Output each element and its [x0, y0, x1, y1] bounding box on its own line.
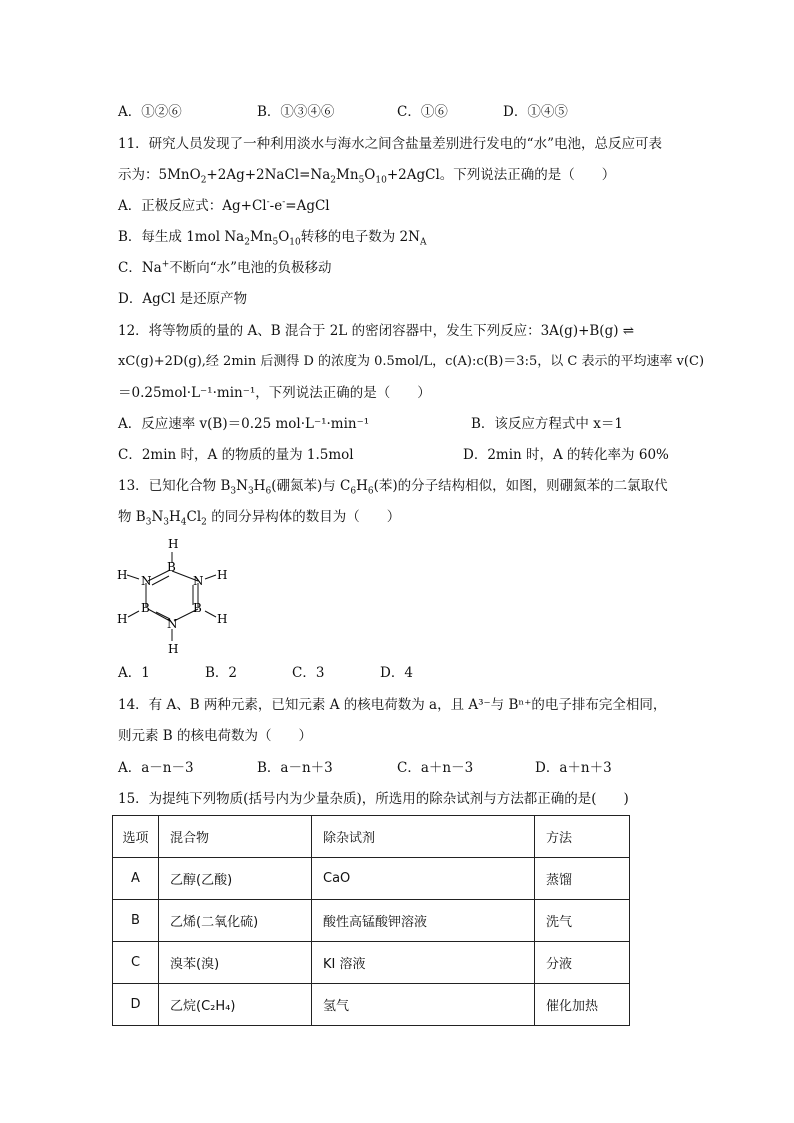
- text: N: [236, 478, 248, 494]
- table-header-row: [113, 816, 630, 858]
- text: (苯)的分子结构相似，如图，则硼氮苯的二氯取代: [373, 478, 668, 494]
- text: N: [151, 509, 164, 525]
- atom-h-right-bottom: H: [217, 612, 228, 626]
- q12-option-c: C．2min 时，A 的物质的量为 1.5mol: [118, 447, 354, 463]
- table-header-cell: 除杂试剂: [312, 816, 535, 858]
- text: 物 B: [118, 509, 146, 525]
- sup: -: [266, 197, 270, 208]
- atom-h-top: H: [168, 537, 179, 551]
- table-header-cell: 方法: [535, 816, 630, 858]
- table-cell: 乙烯(二氧化硫): [159, 900, 312, 942]
- q14-stem-line1: 14．有 A、B 两种元素，已知元素 A 的核电荷数为 a，且 A³⁻与 Bⁿ⁺的电子排布完全相同，: [118, 697, 667, 713]
- q10-option-d: D．①④⑤: [503, 104, 568, 120]
- table-cell: 溴苯(溴): [159, 942, 312, 984]
- atom-n-bottom: N: [167, 617, 178, 631]
- sub: 4: [180, 517, 187, 528]
- table-header-cell: 选项: [113, 816, 159, 858]
- text: C．Na: [118, 260, 162, 276]
- q11-option-d: D．AgCl 是还原产物: [118, 291, 248, 307]
- table-cell: CaO: [312, 858, 535, 900]
- sub: 2: [330, 175, 337, 186]
- text: B．每生成 1mol Na: [118, 229, 245, 245]
- table-cell: 洗气: [535, 900, 630, 942]
- q14-stem-line2: 则元素 B 的核电荷数为（ ）: [118, 728, 313, 744]
- q12-option-b: B．该反应方程式中 x＝1: [471, 416, 623, 432]
- atom-b-left: B: [141, 601, 150, 615]
- text: Mn: [336, 167, 359, 183]
- q11-stem-line1: 11．研究人员发现了一种利用淡水与海水之间含盐量差别进行发电的“水”电池，总反应可表: [118, 136, 662, 152]
- q12-stem-line1: 12．将等物质的量的 A、B 混合于 2L 的密闭容器中，发生下列反应：3A(g)+B(g) ⇌: [118, 323, 635, 339]
- sub: 5: [358, 175, 365, 186]
- text: 13．已知化合物 B: [118, 478, 231, 494]
- table-cell: D: [113, 984, 159, 1026]
- text: +2Ag+2NaCl=Na: [206, 167, 331, 183]
- q12-stem-line2: xC(g)+2D(g),经 2min 后测得 D 的浓度为 0.5mol/L，c(A):c(B)＝3:5，以 C 表示的平均速率 v(C): [118, 354, 705, 369]
- text: 的同分异构体的数目为（ ）: [206, 509, 401, 525]
- table-row: [113, 984, 630, 1026]
- atom-b-right: B: [193, 601, 202, 615]
- table-row: [113, 942, 630, 984]
- sub: 6: [367, 486, 374, 497]
- atom-h-right-top: H: [217, 568, 228, 582]
- text: H: [169, 509, 181, 525]
- q12-option-d: D．2min 时，A 的转化率为 60%: [463, 447, 669, 463]
- sup: -: [282, 197, 286, 208]
- q15-stem: 15．为提纯下列物质(括号内为少量杂质)，所选用的除杂试剂与方法都正确的是( ): [118, 791, 629, 807]
- table-cell: C: [113, 942, 159, 984]
- sub: 5: [272, 237, 279, 248]
- text: +2AgCl。下列说法正确的是（ ）: [386, 167, 616, 183]
- sub: 3: [230, 486, 237, 497]
- q11-stem-line2: [118, 166, 615, 184]
- text: O: [364, 167, 376, 183]
- q13-stem-line2: [118, 508, 400, 526]
- sub: 2: [200, 175, 207, 186]
- text: 示为：5MnO: [118, 167, 201, 183]
- borazine-structure-diagram: [112, 533, 232, 657]
- text: 转移的电子数为 2N: [300, 229, 420, 245]
- table-cell: 分液: [535, 942, 630, 984]
- text: A．正极反应式：Ag+Cl: [118, 198, 267, 214]
- sub: 10: [375, 175, 387, 186]
- sub: 6: [265, 486, 272, 497]
- atom-b-top: B: [167, 560, 176, 574]
- q14-option-b: B．a－n＋3: [257, 760, 333, 776]
- table-cell: A: [113, 858, 159, 900]
- q13-option-a: A．1: [118, 665, 150, 681]
- table-cell: B: [113, 900, 159, 942]
- q14-option-d: D．a＋n＋3: [535, 760, 612, 776]
- text: -e: [269, 198, 283, 214]
- table-cell: KI 溶液: [312, 942, 535, 984]
- table-cell: 乙烷(C₂H₄): [159, 984, 312, 1026]
- q12-option-a: A．反应速率 v(B)＝0.25 mol·L⁻¹·min⁻¹: [118, 416, 370, 432]
- text: (硼氮苯)与 C: [271, 478, 351, 494]
- sub: 10: [289, 237, 301, 248]
- q15-table: [112, 815, 630, 1026]
- sub: 3: [145, 517, 152, 528]
- q11-option-c: [118, 259, 332, 277]
- q13-option-c: C．3: [292, 665, 325, 681]
- q11-option-b: [118, 228, 426, 246]
- table-cell: 催化加热: [535, 984, 630, 1026]
- sub: A: [419, 237, 427, 248]
- sub: 2: [244, 237, 250, 248]
- sub: 6: [350, 486, 357, 497]
- table-row: [113, 858, 630, 900]
- q13-option-d: D．4: [380, 665, 413, 681]
- sup: +: [161, 259, 170, 270]
- text: O: [278, 229, 290, 245]
- q13-stem-line1: [118, 477, 668, 495]
- table-cell: 乙醇(乙酸): [159, 858, 312, 900]
- sub: 3: [163, 517, 169, 528]
- atom-h-bottom: H: [168, 642, 179, 656]
- q13-option-b: B．2: [205, 665, 238, 681]
- q10-option-a: A．①②⑥: [118, 104, 182, 120]
- text: =AgCl: [285, 198, 330, 214]
- q14-option-c: C．a＋n－3: [397, 760, 474, 776]
- table-header-cell: 混合物: [159, 816, 312, 858]
- q14-option-a: A．a－n－3: [118, 760, 194, 776]
- text: H: [253, 478, 266, 494]
- atom-h-left-bottom: H: [117, 612, 128, 626]
- text: Mn: [249, 229, 273, 245]
- q11-option-a: [118, 197, 330, 215]
- atom-n-left: N: [141, 574, 152, 588]
- table-cell: 氢气: [312, 984, 535, 1026]
- q10-option-b: B．①③④⑥: [257, 104, 335, 120]
- sub: 2: [201, 517, 207, 528]
- q12-stem-line3: ＝0.25mol·L⁻¹·min⁻¹，下列说法正确的是（ ）: [118, 385, 431, 401]
- atom-n-right: N: [193, 574, 204, 588]
- atom-h-left-top: H: [117, 568, 128, 582]
- text: 不断向“水”电池的负极移动: [169, 260, 332, 276]
- table-cell: 蒸馏: [535, 858, 630, 900]
- q10-option-c: C．①⑥: [397, 104, 448, 120]
- text: Cl: [186, 509, 202, 525]
- table-cell: 酸性高锰酸钾溶液: [312, 900, 535, 942]
- sub: 3: [247, 486, 254, 497]
- table-row: [113, 900, 630, 942]
- text: H: [356, 478, 368, 494]
